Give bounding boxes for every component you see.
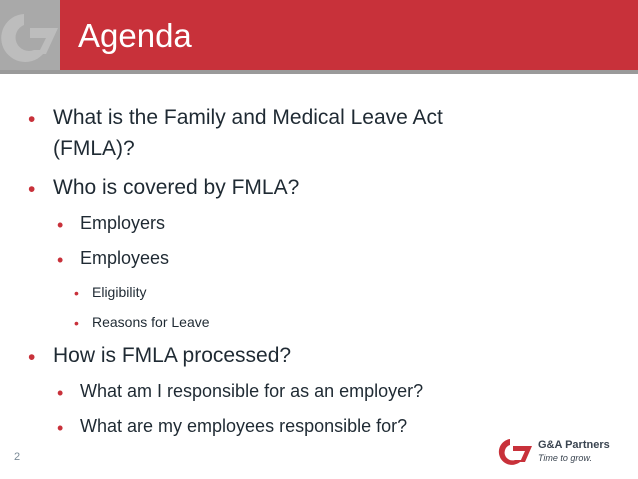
bullet-marker: • [74, 285, 79, 301]
agenda-subitem-employees: Employees [80, 248, 170, 268]
agenda-item-processing: How is FMLA processed? [53, 344, 292, 367]
agenda-subitem-eligibility: Eligibility [92, 284, 147, 300]
bullet-marker: • [28, 346, 36, 369]
bullet-marker: • [28, 108, 36, 131]
bullet-marker: • [74, 315, 79, 331]
slide-number: 2 [14, 451, 21, 463]
agenda-subitem-reasons-for-leave: Reasons for Leave [92, 314, 210, 330]
agenda-item-coverage: Who is covered by FMLA? [53, 176, 300, 199]
brand-tagline: Time to grow. [538, 453, 592, 463]
bullet-marker: • [28, 178, 36, 201]
bullet-marker: • [57, 383, 64, 403]
brand-logo [494, 436, 632, 470]
agenda-subitem-employers: Employers [80, 213, 166, 233]
bullet-marker: • [57, 215, 64, 235]
agenda-item-fmla-definition-continued: (FMLA)? [53, 137, 135, 160]
page-title: Agenda [78, 17, 192, 54]
ga-partners-logo-icon [494, 436, 534, 468]
agenda-item-fmla-definition: What is the Family and Medical Leave Act [53, 106, 443, 129]
agenda-subitem-employee-responsibilities: What are my employees responsible for? [80, 416, 408, 436]
bullet-marker: • [57, 250, 64, 270]
brand-name: G&A Partners [538, 439, 610, 451]
bullet-marker: • [57, 418, 64, 438]
agenda-subitem-employer-responsibilities: What am I responsible for as an employer? [80, 381, 424, 401]
